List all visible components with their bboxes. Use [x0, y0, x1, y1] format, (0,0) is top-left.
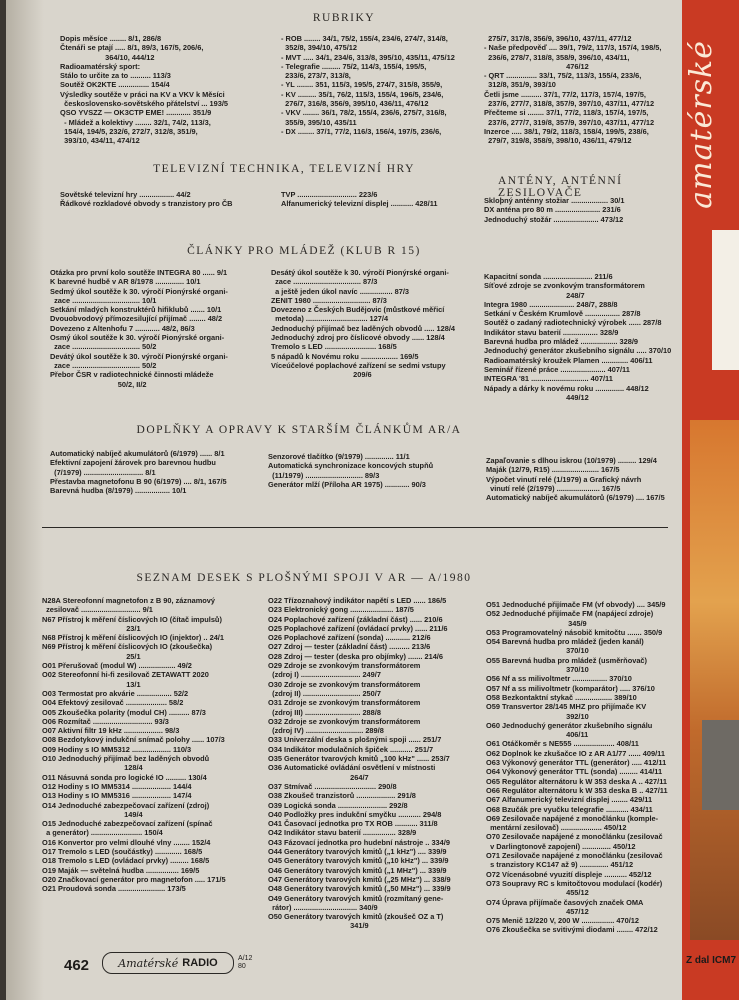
index-entry: - Telegrafie ......... 75/2, 114/3, 155/4, 195/5,	[281, 61, 427, 71]
index-entry: (zdroj III) ........................... 288/8	[268, 707, 381, 717]
index-entry: - QRT ............... 33/1, 75/2, 113/3, 155/4, 233/6,	[484, 71, 642, 81]
rubriky-column-2	[281, 34, 481, 136]
index-entry: O55 Barevná hudba pro mládež (usměrňovač)	[486, 655, 647, 665]
index-entry: O72 Vícenásobné vyuzití displeje ........... 452/12	[486, 869, 652, 879]
index-entry: O23 Elektronický gong ..................... 187/5	[268, 605, 414, 615]
index-entry: Soutěž OK2KTE ............... 154/4	[60, 80, 170, 90]
index-entry: TVP ............................. 223/6	[281, 190, 378, 199]
index-entry: O71 Zesilovače napájené z monočlánku (zesilovač	[486, 851, 663, 861]
logo-right-text: RADIO	[182, 957, 218, 969]
index-entry: O32 Zdroje se zvonkovým transformátorem	[268, 716, 421, 726]
index-entry: O68 Bzučák pre vyučku telegrafie ........... 434/11	[486, 804, 653, 814]
index-entry: Barevná hudba (8/1979) ................. 10/1	[50, 486, 187, 496]
tv-column-1	[60, 190, 274, 209]
index-entry: O14 Jednoduché zabezpečovací zařízení (zdroj)	[42, 800, 210, 810]
index-entry: zace ................................. 10/1	[50, 295, 157, 305]
index-entry: O10 Jednoduchý přijímač bez laděných obvodů	[42, 754, 210, 764]
cover-white-panel	[712, 230, 739, 370]
index-entry: Výpočet vinutí relé (1/1979) a Grafický návrh	[486, 474, 642, 484]
index-entry: O20 Značkovací generátor pro magnetofon ..... 171/5	[42, 874, 226, 884]
index-entry: N69 Přístroj k měření číslicových IO (zkoušečka)	[42, 642, 213, 652]
cover-bottom-text: Z dal ICM7	[686, 955, 737, 966]
index-entry: 13/1	[42, 679, 141, 689]
index-entry: Přestavba magnetofonu B 90 (6/1979) .... 8/1, 167/5	[50, 476, 227, 486]
index-entry: Automatická synchronizace koncových stupňů	[268, 461, 434, 471]
index-entry: O17 Tremolo s LED (součástky) ............. 168/5	[42, 847, 203, 857]
seznam-column-2	[268, 596, 482, 931]
index-entry: Efektivní zapojení žárovek pro barevnou hudbu	[50, 458, 216, 468]
index-entry: Radioamatérský sport:	[60, 61, 141, 71]
index-entry: O38 Zkoušeč tranzistorů ................... 291/8	[268, 791, 416, 801]
index-entry: O04 Efektový zesilovač .................... 58/2	[42, 698, 184, 708]
index-entry: O24 Poplachové zařízení (základní část) ...... 210/6	[268, 614, 443, 624]
index-entry: Setkání mladých konstruktérů hifiklubů ....... 10/1	[50, 305, 222, 315]
index-entry: 5 nápadů k Novému roku .................. 169/5	[271, 351, 419, 361]
index-entry: O13 Hodiny s IO MM5316 ................... 147/4	[42, 791, 192, 801]
index-entry: - VKV ........ 36/1, 78/2, 155/4, 236/6, 275/7, 316/8,	[281, 108, 447, 118]
index-entry: O25 Poplachové zařízení (ovládací prvky) ...... 211/6	[268, 623, 448, 633]
index-entry: Skloþný anténny stožiar .................. 30/1	[484, 196, 625, 205]
index-entry: QSO YVSZZ — OK3CTP EME! ............ 351/9	[60, 108, 212, 118]
index-entry: O62 Doplnok ke zkušačce IO z AR A1/77 ...... 409/11	[486, 748, 665, 758]
index-entry: N67 Přístroj k měření číslicových IO (čítač impulsů)	[42, 614, 222, 624]
index-entry: Stálo to určite za to .......... 113/3	[60, 71, 171, 81]
index-entry: O31 Zdroje se zvonkovým transformátorem	[268, 698, 421, 708]
index-entry: 233/6, 273/7, 313/8,	[281, 71, 351, 81]
issue-top: A/12	[238, 955, 253, 962]
doplnky-column-3	[486, 456, 676, 502]
index-entry: O47 Generátory tvarových kmitů („25 MHz") ... 338/9	[268, 874, 451, 884]
index-entry: DX anténa pro 80 m ...................... 231/6	[484, 205, 621, 215]
index-entry: 237/6, 277/7, 318/8, 357/9, 397/10, 437/11, 477/12	[484, 99, 655, 109]
index-entry: O53 Programovatelný násobič kmitočtu ....... 350/9	[486, 627, 663, 637]
index-entry: (zdroj I) ............................. 249/7	[268, 670, 381, 680]
index-entry: Radioamatérský kroužek Plamen ............. 406/11	[484, 355, 653, 365]
index-entry: Sedmý úkol soutěže k 30. výročí Pionýrské organi-	[50, 286, 228, 296]
index-entry: O70 Zesilovače napájené z monočlánku (zesilovač	[486, 832, 663, 842]
index-entry: Nápady a dárky k novému roku .............. 448/12	[484, 383, 649, 393]
index-entry: O35 Generátor tvarových kmitů „100 kHz" ...... 253/7	[268, 754, 450, 764]
index-entry: O36 Automatické ovládání osvětlení v místnosti	[268, 763, 436, 773]
index-entry: N68 Přístroj k měření číslicových IO (injektor) .. 24/1	[42, 633, 224, 643]
magazine-cover-title: amatérské	[684, 40, 719, 209]
index-entry: Dopis měsíce ........ 8/1, 286/8	[60, 34, 162, 43]
page-number: 462	[64, 957, 90, 974]
cover-device-image	[702, 720, 739, 810]
heading-doplnky: DOPLŇKY A OPRAVY K STARŠÍM ČLÁNKŮM AR/A	[136, 424, 462, 436]
index-entry: 279/7, 319/8, 358/9, 398/10, 436/11, 479/12	[484, 136, 632, 146]
index-entry: a generátor) ......................... 150/4	[42, 828, 163, 838]
index-entry: 276/7, 316/8, 356/9, 395/10, 436/11, 476/12	[281, 99, 429, 109]
index-entry: - KV ......... 35/1, 76/2, 115/3, 155/4, 196/5, 234/6,	[281, 89, 444, 99]
index-entry: 449/12	[484, 392, 589, 402]
index-entry: O11 Násuvná sonda pro logické IO .......... 130/4	[42, 772, 207, 782]
index-entry: československo-sovětského přátelství ... 193/5	[60, 99, 229, 109]
index-entry: O26 Poplachové zařízení (sonda) ............ 212/6	[268, 633, 431, 643]
index-entry: INTEGRA '81 ............................ 407/11	[484, 374, 613, 384]
tv-column-2	[281, 190, 481, 209]
index-entry: Maják (12/79, R15) ....................... 167/5	[486, 465, 620, 475]
index-entry: 355/9, 395/10, 435/11	[281, 117, 357, 127]
index-entry: O40 Podložky pres indukční smyčku ........... 294/8	[268, 809, 442, 819]
rubriky-column-3	[484, 34, 674, 146]
index-entry: Jednoduchý generátor zkušebního signálu ..... 370/10	[484, 346, 672, 356]
index-entry: - ROB ........ 34/1, 75/2, 155/4, 234/6, 274/7, 314/8,	[281, 34, 448, 43]
index-entry: Integra 1980 ...................... 248/7, 288/8	[484, 299, 618, 309]
index-entry: O22 Třízoznahový indikátor napětí s LED ...... 186/5	[268, 596, 447, 605]
seznam-column-3	[486, 600, 678, 935]
index-entry: 128/4	[42, 763, 143, 773]
index-entry: zace ................................. 87/3	[271, 277, 378, 287]
index-entry: 149/4	[42, 809, 143, 819]
index-entry: Automatický nabíječ akumulátorů (6/1979) .... 167/5	[486, 493, 665, 503]
index-entry: O76 Zkoušečka se svitivými diodami ........ 472/12	[486, 925, 658, 935]
index-entry: O49 Generátory tvarových kmitů (rozmítaný gene-	[268, 893, 444, 903]
index-entry: 209/6	[271, 370, 372, 380]
index-entry: Dovezeno z Českých Budějovic (můstkové měřicí	[271, 305, 445, 315]
index-entry: 457/12	[486, 906, 589, 916]
index-entry: O09 Hodiny s IO MM5312 ................... 110/3	[42, 744, 192, 754]
clanky-column-2	[271, 268, 481, 380]
index-entry: Generátor mlží (Příloha AR 1975) ............ 90/3	[268, 479, 426, 489]
index-entry: Síťové zdroje se zvonkovým transformátorem	[484, 281, 645, 291]
index-entry: O60 Jednoduchý generátor zkušebního signálu	[486, 720, 653, 730]
seznam-column-1	[42, 596, 264, 894]
index-entry: O66 Regulátor alternátoru k W 353 deska B .. 427/11	[486, 785, 668, 795]
index-entry: Víceúčelové poplachové zařízení se sedmi vstupy	[271, 360, 446, 370]
rubriky-column-1	[60, 34, 274, 146]
index-entry: O46 Generátory tvarových kmitů („1 MHz") ... 339/9	[268, 865, 447, 875]
index-entry: O44 Generátory tvarových kmitů („1 kHz") .... 339/9	[268, 847, 447, 857]
index-entry: 23/1	[42, 623, 141, 633]
issue-bottom: 80	[238, 963, 246, 970]
index-entry: O75 Menič 12/220 V, 200 W ................ 470/12	[486, 916, 639, 926]
index-entry: a ještě jeden úkol navíc ................ 87/3	[271, 286, 410, 296]
index-entry: Inzerce ..... 38/1, 79/2, 118/3, 158/4, 199/5, 238/6,	[484, 126, 649, 136]
anteny-column	[484, 196, 674, 224]
heading-clanky: ČLÁNKY PRO MLÁDEŽ (KLUB R 15)	[187, 245, 421, 257]
index-entry: Osmý úkol soutěže k 30. výročí Pionýrské organi-	[50, 333, 225, 343]
index-entry: O52 Jednoduché přijímače FM (napájecí zdroje)	[486, 609, 654, 619]
index-entry: O59 Transvertor 28/145 MHZ pro přijímače KV	[486, 702, 647, 712]
index-entry: O61 Otáčkoměr s NE555 .................... 408/11	[486, 739, 639, 749]
index-entry: 345/9	[486, 618, 587, 628]
index-entry: Řádkové rozkladové obvody s tranzistory pro ČB	[60, 199, 233, 209]
torn-edge	[6, 0, 44, 1000]
index-entry: Zapaľovanie s dlhou iskrou (10/1979) ......... 129/4	[486, 456, 657, 465]
heading-anteny: ANTÉNY, ANTÉNNÍ ZESILOVAČE	[498, 175, 623, 199]
index-entry: O08 Bezdotykový indukční snímač polohy ...... 107/3	[42, 735, 225, 745]
index-entry: 406/11	[486, 730, 589, 740]
index-entry: 392/10	[486, 711, 589, 721]
heading-rubriky: RUBRIKY	[312, 12, 376, 24]
index-entry: Jednoduchý přijímač bez laděných obvodů ..... 128/4	[271, 323, 455, 333]
index-entry: 264/7	[268, 772, 369, 782]
index-entry: Přečteme si ........ 37/1, 77/2, 118/3, 157/4, 197/5,	[484, 108, 649, 118]
index-entry: ZENIT 1980 ............................ 87/3	[271, 295, 387, 305]
index-entry: 370/10	[486, 665, 589, 675]
index-entry: Přebor ČSR v radiotechnické činnosti mládeže	[50, 370, 214, 380]
index-entry: Devátý úkol soutěže k 30. výročí Pionýrské organi-	[50, 351, 228, 361]
index-entry: Dovezeno z Altenhofu 7 ............ 48/2, 86/3	[50, 323, 195, 333]
logo-left-text: Amatérské	[118, 956, 179, 970]
index-entry: - MVT ..... 34/1, 234/6, 313/8, 395/10, 435/11, 475/12	[281, 52, 455, 62]
index-entry: O48 Generátory tvarových kmitů („50 MHz") ... 339/9	[268, 884, 451, 894]
index-entry: Desátý úkol soutěže k 30. výročí Pionýrské organi-	[271, 268, 449, 277]
index-entry: 312/8, 351/9, 393/10	[484, 80, 556, 90]
index-entry: O12 Hodiny s IO MM5314 ................... 144/4	[42, 781, 192, 791]
index-entry: O56 Nf a ss milivoltmetr ................. 370/10	[486, 674, 632, 684]
index-entry: vinutí relé (2/1979) ..................... 167/5	[486, 483, 621, 493]
index-entry: O64 Výkonový generátor TTL (sonda) ......... 414/11	[486, 767, 663, 777]
index-entry: Výsledky soutěže v práci na KV a VKV k Měsíci	[60, 89, 225, 99]
index-entry: O21 Proudová sonda ....................... 173/5	[42, 884, 186, 894]
index-entry: O65 Regulátor alternátoru k W 353 deska A .. 427/11	[486, 776, 668, 786]
index-entry: O51 Jednoduché přijímače FM (vf obvody) .... 345/9	[486, 600, 666, 609]
index-page	[6, 0, 682, 1000]
index-entry: O19 Maják — světelná hudba ................ 169/5	[42, 865, 200, 875]
index-entry: O06 Rozmítač ............................. 93/3	[42, 716, 169, 726]
index-entry: - Naše předpověď .... 39/1, 79/2, 117/3, 157/4, 198/5,	[484, 43, 662, 53]
index-entry: O37 Stmívač .............................. 290/8	[268, 781, 397, 791]
index-entry: - Mládež a kolektivy ........ 32/1, 74/2, 113/3,	[60, 117, 211, 127]
index-entry: O50 Generátory tvarových kmitů (zkoušeč OZ a T)	[268, 912, 444, 922]
index-entry: O39 Logická sonda ........................ 292/8	[268, 800, 408, 810]
index-entry: (7/1979) ............................. 8/1	[50, 467, 156, 477]
index-entry: O45 Generátory tvarových kmitů („10 kHz") ... 339/9	[268, 856, 449, 866]
index-entry: 393/10, 434/11, 474/12	[60, 136, 140, 146]
index-entry: O54 Barevná hudba pro mládež (jeden kanál)	[486, 637, 644, 647]
index-entry: O42 Indikátor stavu baterií ................ 328/9	[268, 828, 417, 838]
index-entry: Otázka pro první kolo soutěže INTEGRA 80 ...... 9/1	[50, 268, 228, 277]
index-entry: Automatický nabíječ akumulátorů (6/1979) ...... 8/1	[50, 449, 225, 458]
index-entry: (zdroj IV) ............................ 289/8	[268, 726, 384, 736]
index-entry: zace ................................. 50/2	[50, 342, 157, 352]
index-entry: Kapacitní sonda ........................ 211/6	[484, 272, 613, 281]
cover-photo	[690, 420, 739, 940]
index-entry: O58 Bezkontaktní stykač .................. 389/10	[486, 692, 637, 702]
index-entry: O18 Tremolo s LED (ovládací prvky) ......... 168/5	[42, 856, 210, 866]
index-entry: zesilovač ............................. 9/1	[42, 605, 153, 615]
index-entry: Soutěž o zadaný radiotechnický výrobek ...... 287/8	[484, 318, 662, 328]
index-entry: O33 Univerzální deska s plošnými spoji ...... 251/7	[268, 735, 442, 745]
index-entry: O05 Zkoušečka polarity (modul CH) .......... 87/3	[42, 707, 206, 717]
index-entry: Jednoduchý zdroj pro číslicové obvody ...... 128/4	[271, 333, 445, 343]
index-entry: 25/1	[42, 651, 141, 661]
clanky-column-3	[484, 272, 674, 402]
index-entry: 370/10	[486, 646, 589, 656]
index-entry: Dvouobvodový přímozesilující přijímač ........ 48/2	[50, 314, 223, 324]
index-entry: Seminář řízené práce ...................... 407/11	[484, 364, 630, 374]
index-entry: O57 Nf a ss milivoltmetr (komparátor) ..... 376/10	[486, 683, 655, 693]
index-entry: Indikátor stavu baterií ................. 328/9	[484, 327, 619, 337]
magazine-logo	[102, 952, 234, 974]
index-entry: v Darlingtonově zapojení) .............. 450/12	[486, 841, 636, 851]
index-entry: (11/1979) ............................ 89/3	[268, 470, 380, 480]
index-entry: mentární zesilovač) .................... 450/12	[486, 823, 627, 833]
index-entry: Čtenáři se ptají ..... 8/1, 89/3, 167/5, 206/6,	[60, 43, 204, 53]
index-entry: O30 Zdroje se zvonkovým transformátorem	[268, 679, 421, 689]
index-entry: Alfanumerický televizní displej ........... 428/11	[281, 199, 438, 209]
index-entry: O43 Fázovací jednotka pro hudební nástroje .. 334/9	[268, 837, 450, 847]
index-entry: O16 Konvertor pro velmi dlouhé vlny ........ 152/4	[42, 837, 211, 847]
index-entry: K barevné hudbě v AR 8/1978 .............. 10/1	[50, 277, 201, 287]
index-entry: O07 Aktivní filtr 19 kHz ................... 98/3	[42, 726, 180, 736]
index-entry: Sovětské televizní hry ................. 44/2	[60, 190, 191, 199]
index-entry: O63 Výkonový generátor TTL (generátor) ..... 412/11	[486, 758, 667, 768]
index-entry: 154/4, 194/5, 232/6, 272/7, 312/8, 351/9,	[60, 126, 198, 136]
index-entry: N28A Stereofonní magnetofon z B 90, záznamový	[42, 596, 216, 605]
index-entry: metoda) .............................. 127/4	[271, 314, 389, 324]
index-entry: Tremolo s LED ......................... 168/5	[271, 342, 397, 352]
index-entry: Barevná hudba pro mládež .................. 328/9	[484, 337, 639, 347]
index-entry: - DX ........ 37/1, 77/2, 116/3, 156/4, 197/5, 236/6,	[281, 126, 442, 136]
index-entry: O28 Zdroj — tester (deska pro objímky) ....... 214/6	[268, 651, 443, 661]
index-entry: O73 Soupravy RC s kmitočtovou modulací (kodér)	[486, 878, 663, 888]
index-entry: 352/8, 394/10, 475/12	[281, 43, 358, 53]
index-entry: 455/12	[486, 888, 589, 898]
index-entry: Senzorové tlačítko (9/1979) .............. 11/1	[268, 452, 410, 461]
doplnky-column-1	[50, 449, 272, 495]
index-entry: O41 Časovací jednotka pro TX ROB ........... 311/8	[268, 819, 438, 829]
index-entry: O01 Přerušovač (modul W) .................. 49/2	[42, 661, 192, 671]
heading-seznam: SEZNAM DESEK S PLOŠNÝMI SPOJI V AR — A/1980	[136, 572, 472, 584]
index-entry: O34 Indikátor modulačních špiček ........... 251/7	[268, 744, 434, 754]
index-entry: 364/10, 444/12	[60, 52, 155, 62]
index-entry: O03 Termostat pro akvárie ................. 52/2	[42, 688, 189, 698]
index-entry: zace ................................. 50/2	[50, 360, 157, 370]
index-entry: 275/7, 317/8, 356/9, 396/10, 437/11, 477/12	[484, 34, 632, 43]
heading-tv: TELEVIZNÍ TECHNIKA, TELEVIZNÍ HRY	[153, 163, 415, 175]
index-entry: O29 Zdroje se zvonkovým transformátorem	[268, 661, 421, 671]
index-entry: rátor) ............................... 340/9	[268, 902, 378, 912]
index-entry: - YL ........ 351, 115/3, 195/5, 274/7, 315/8, 355/9,	[281, 80, 443, 90]
index-entry: 50/2, II/2	[50, 379, 147, 389]
index-entry: 248/7	[484, 290, 585, 300]
index-entry: O67 Alfanumerický televizní displej ........ 429/11	[486, 795, 653, 805]
index-entry: 476/12	[484, 61, 589, 71]
issue-marker	[238, 955, 252, 971]
doplnky-column-2	[268, 452, 482, 489]
index-entry: O02 Stereofonní hi-fi zesilovač ZETAWATT 2020	[42, 670, 209, 680]
index-entry: Četli jsme .......... 37/1, 77/2, 117/3, 157/4, 197/5,	[484, 89, 646, 99]
index-entry: O27 Zdroj — tester (základní část) .......... 213/6	[268, 642, 431, 652]
index-entry: 236/6, 278/7, 318/8, 358/9, 396/10, 434/11,	[484, 52, 630, 62]
index-entry: Setkání v Českém Krumlově ................. 287/8	[484, 309, 641, 319]
index-entry: O74 Úprava přijímače časových značek OMA	[486, 897, 644, 907]
index-entry: O15 Jednoduché zabezpečovací zařízení (spínač	[42, 819, 213, 829]
index-entry: O69 Zesilovače napájené z monočlánku (komple-	[486, 813, 659, 823]
index-entry: (zdroj II) ............................ 250/7	[268, 688, 381, 698]
index-entry: s tranzistory KC147 až 9) .............. 451/12	[486, 860, 634, 870]
adjacent-magazine-cover	[682, 0, 739, 1000]
index-entry: 341/9	[268, 921, 369, 931]
index-entry: 237/6, 277/7, 319/8, 357/9, 397/10, 437/11, 477/12	[484, 117, 655, 127]
clanky-column-1	[50, 268, 272, 389]
section-divider	[42, 527, 668, 528]
index-entry: Jednoduchý stožár ...................... 473/12	[484, 214, 624, 224]
